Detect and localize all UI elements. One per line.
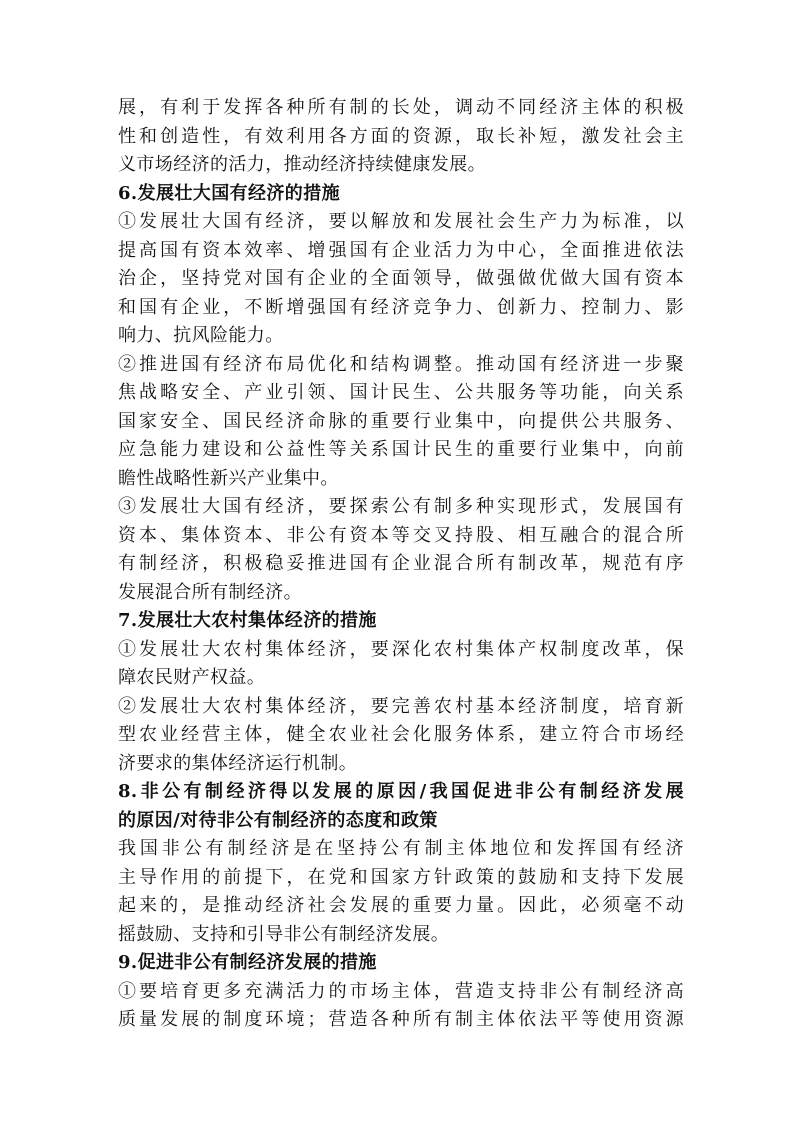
paragraph-line: ①发展壮大农村集体经济，要深化农村集体产权制度改革，保 [118, 638, 684, 660]
paragraph-line: 发展混合所有制经济。 [118, 581, 302, 603]
paragraph-line: 济要求的集体经济运行机制。 [118, 752, 358, 774]
section-heading: 的原因/对待非公有制经济的态度和政策 [118, 809, 438, 831]
paragraph-line: ③发展壮大国有经济，要探索公有制多种实现形式，发展国有 [118, 496, 684, 517]
paragraph-line: 资本、集体资本、非公有资本等交叉持股、相互融合的混合所 [118, 524, 684, 546]
paragraph-line: 展，有利于发挥各种所有制的长处，调动不同经济主体的积极 [118, 97, 684, 118]
paragraph-line: 提高国有资本效率、增强国有企业活力为中心，全面推进依法 [118, 239, 684, 261]
section-heading: 6.发展壮大国有经济的措施 [118, 182, 340, 204]
paragraph-line: 焦战略安全、产业引领、国计民生、公共服务等功能，向关系 [118, 382, 684, 403]
paragraph-line: 义市场经济的活力，推动经济持续健康发展。 [118, 154, 486, 175]
document-page [118, 94, 684, 1035]
section-heading: 8.非公有制经济得以发展的原因/我国促进非公有制经济发展 [118, 781, 684, 802]
paragraph-line: 质量发展的制度环境；营造各种所有制主体依法平等使用资源 [118, 1009, 684, 1030]
paragraph-line: 我国非公有制经济是在坚持公有制主体地位和发挥国有经济 [118, 838, 684, 859]
paragraph-line: 治企，坚持党对国有企业的全面领导，做强做优做大国有资本 [118, 268, 684, 289]
paragraph-line: 有制经济，积极稳妥推进国有企业混合所有制改革，规范有序 [118, 553, 684, 574]
section-heading: 9.促进非公有制经济发展的措施 [118, 952, 377, 973]
paragraph-line: ②推进国有经济布局优化和结构调整。推动国有经济进一步聚 [118, 353, 684, 375]
paragraph-line: 起来的，是推动经济社会发展的重要力量。因此，必须毫不动 [118, 895, 684, 916]
paragraph-line: 主导作用的前提下，在党和国家方针政策的鼓励和支持下发展 [118, 866, 684, 888]
paragraph-line: ①要培育更多充满活力的市场主体，营造支持非公有制经济高 [118, 980, 684, 1002]
paragraph-line: ②发展壮大农村集体经济，要完善农村基本经济制度，培育新 [118, 695, 684, 717]
paragraph-line: 障农民财产权益。 [118, 667, 266, 688]
paragraph-line: 响力、抗风险能力。 [118, 325, 284, 346]
section-heading: 7.发展壮大农村集体经济的措施 [118, 610, 377, 631]
paragraph-line: 应急能力建设和公益性等关系国计民生的重要行业集中，向前 [118, 439, 684, 460]
paragraph-line: 型农业经营主体，健全农业社会化服务体系，建立符合市场经 [118, 724, 684, 745]
paragraph-line: 性和创造性，有效利用各方面的资源，取长补短，激发社会主 [118, 125, 684, 147]
paragraph-line: 和国有企业，不断增强国有经济竞争力、创新力、控制力、影 [118, 296, 684, 318]
paragraph-line: ①发展壮大国有经济，要以解放和发展社会生产力为标准，以 [118, 211, 684, 232]
paragraph-line: 瞻性战略性新兴产业集中。 [118, 467, 339, 489]
paragraph-line: 摇鼓励、支持和引导非公有制经济发展。 [118, 923, 450, 945]
paragraph-line: 国家安全、国民经济命脉的重要行业集中，向提供公共服务、 [118, 410, 684, 432]
